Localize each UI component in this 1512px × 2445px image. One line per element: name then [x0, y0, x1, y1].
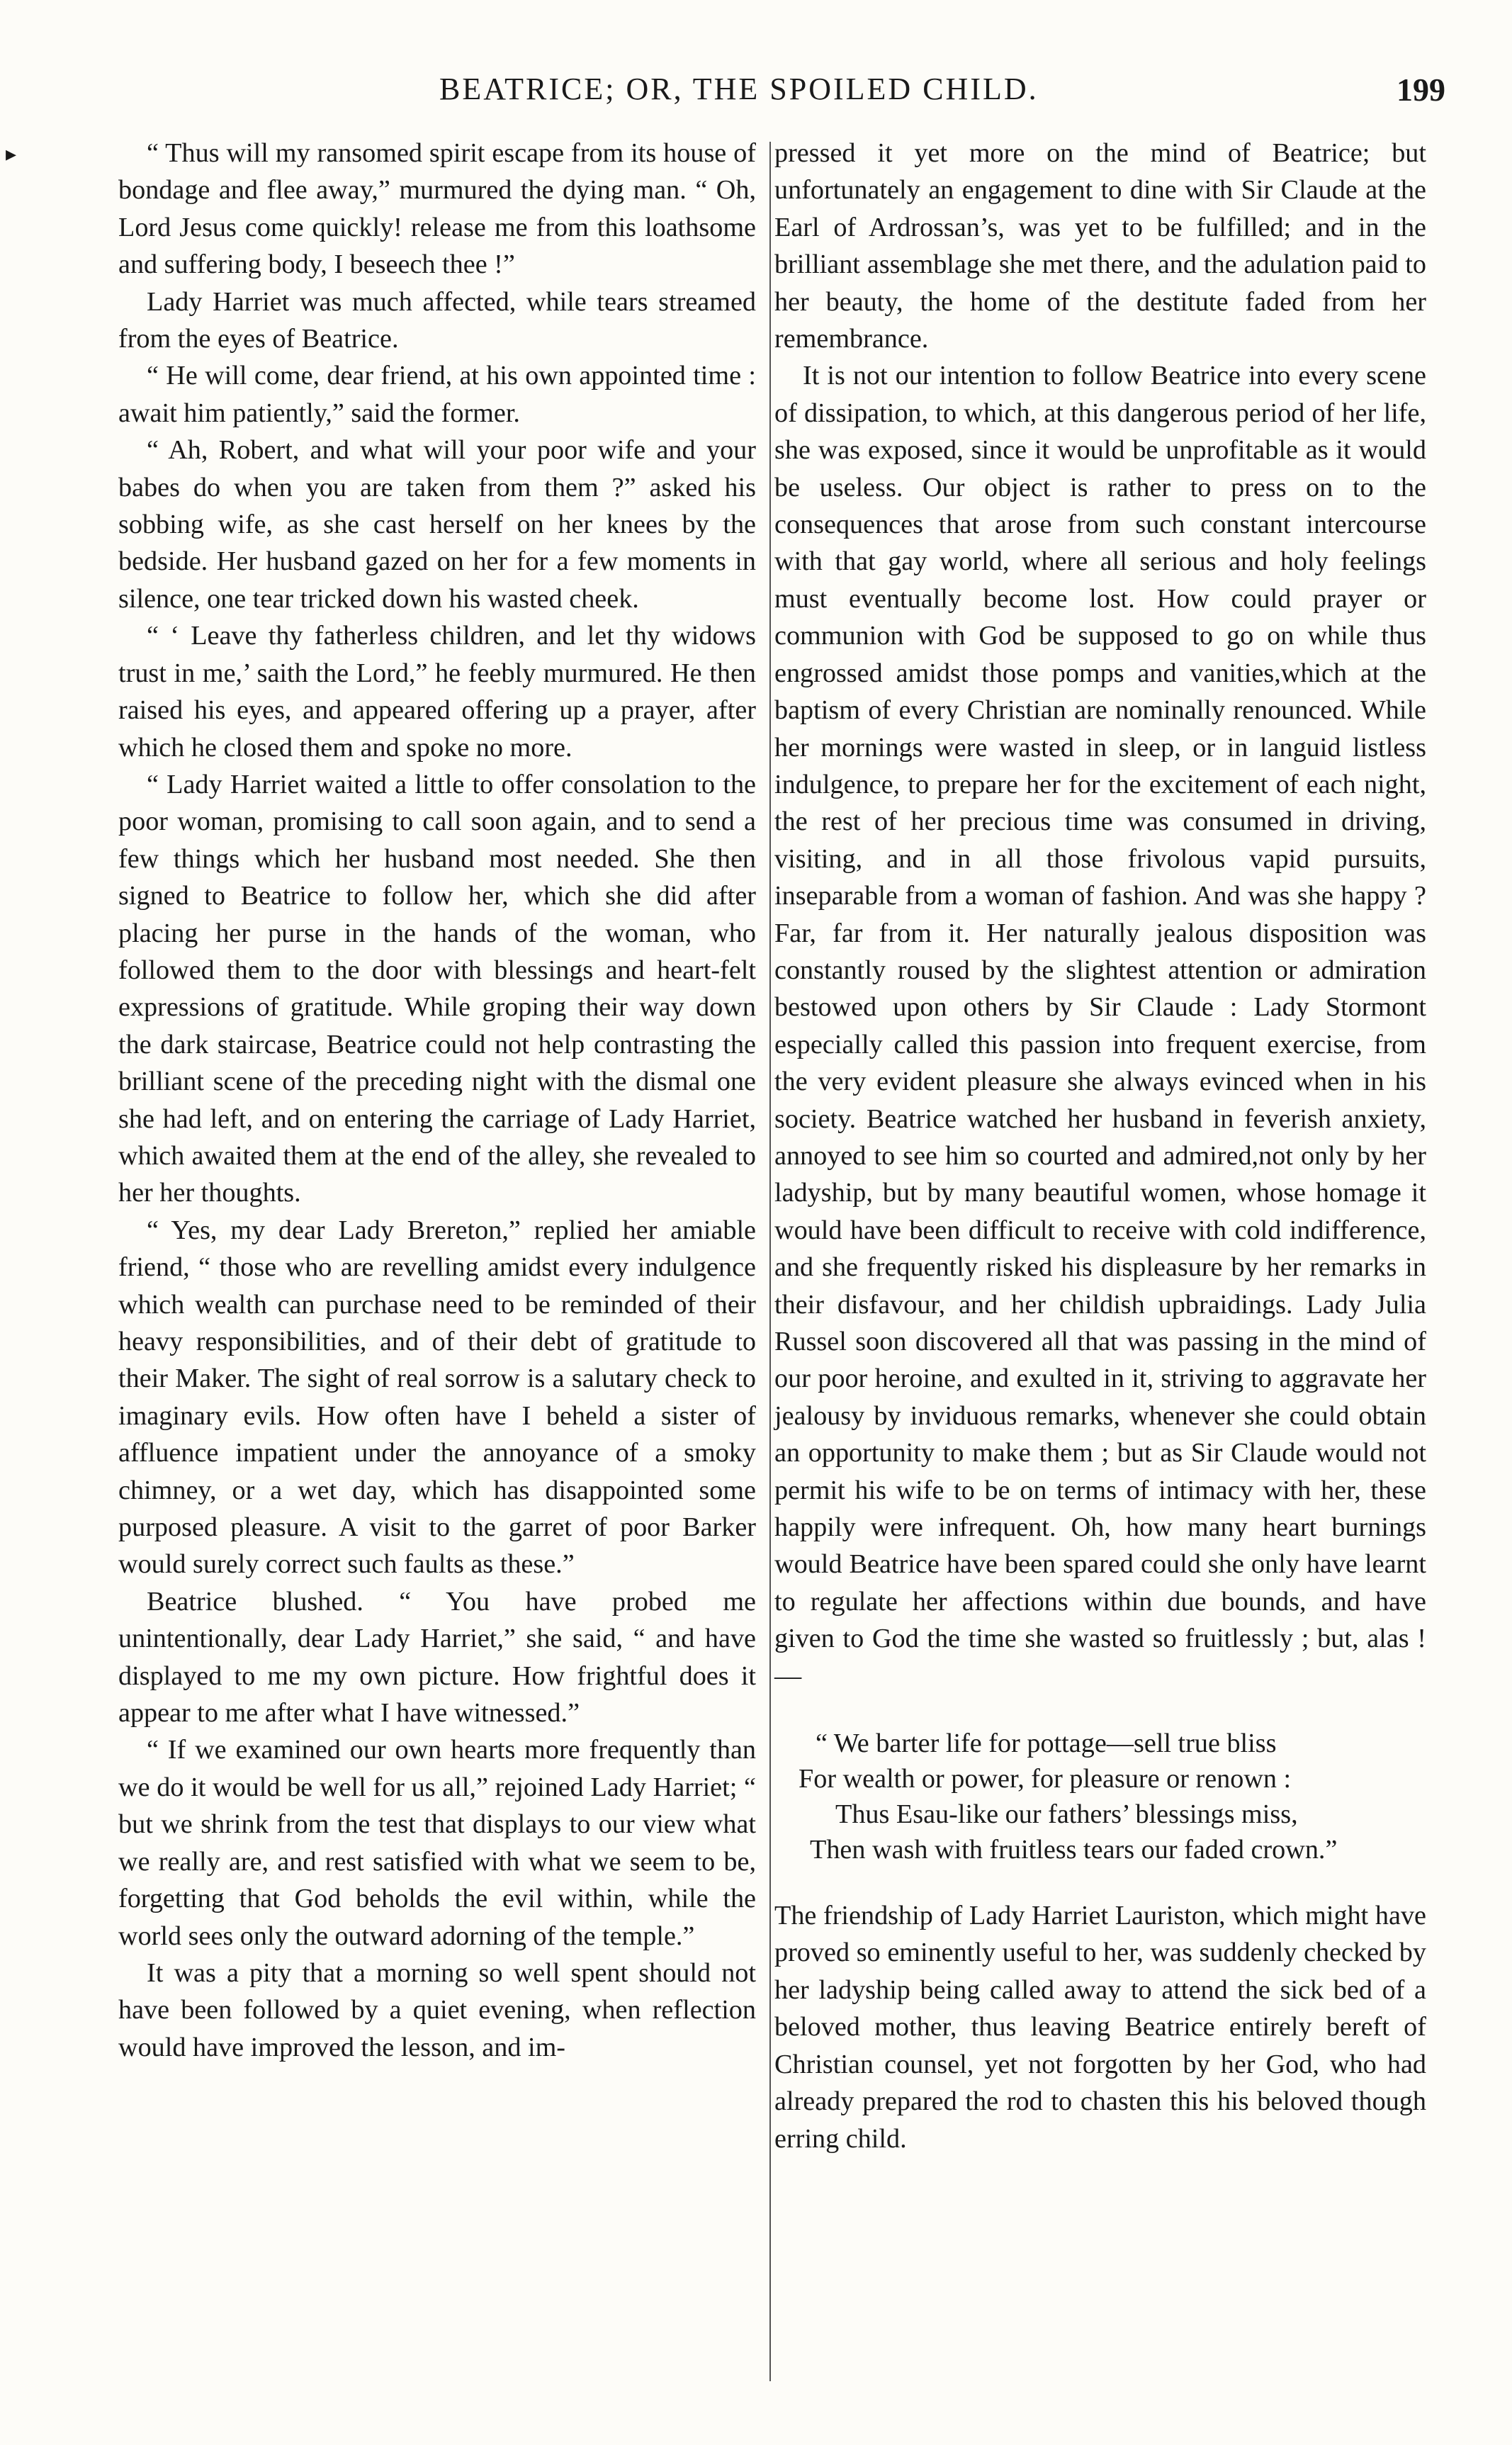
page-number: 199: [1397, 72, 1445, 108]
verse-line: Then wash with fruitless tears our faded crown.”: [810, 1835, 1338, 1865]
paragraph: “ He will come, dear friend, at his own appointed time : await him patiently,” said the former.: [118, 361, 756, 428]
margin-mark: ▸: [6, 142, 17, 166]
paragraph: “ Yes, my dear Lady Brereton,” replied her amiable friend, “ those who are revelling amidst every indulgence which wealth can purchase need to be reminded of their heavy responsibilities, and of their debt of gratitude to their Maker. The sight of real sorrow is a salutary check to imaginary evils. How often have I beheld a sister of affluence impatient under the annoyance of a smoky chimney, or a wet day, which has disappointed some purposed pleasure. A visit to the garret of poor Barker would surely correct such faults as these.”: [118, 1215, 756, 1580]
paragraph: The friendship of Lady Harriet Lauriston, which might have proved so eminently useful to her, was suddenly checked by her ladyship being called away to attend the sick bed of a beloved mother, thus leaving Beatrice entirely bereft of Christian counsel, yet not forgotten by her God, who had already prepared the rod to chasten this his beloved though erring child.: [774, 1901, 1426, 2154]
verse-quote: [774, 1726, 1426, 1867]
paragraph: Lady Harriet was much affected, while tears streamed from the eyes of Beatrice.: [118, 286, 756, 354]
paragraph: “ Thus will my ransomed spirit escape from its house of bondage and flee away,” murmured the dying man. “ Oh, Lord Jesus come quickly! release me from this loathsome and suffering body, I beseech thee !”: [118, 138, 756, 280]
page-header: [113, 71, 1445, 128]
running-title: BEATRICE; OR, THE SPOILED CHILD.: [439, 72, 1039, 106]
paragraph: Beatrice blushed. “ You have probed me unintentionally, dear Lady Harriet,” she said, “ and have displayed to me my own picture. How frightful does it appear to me after what I have witnessed.”: [118, 1586, 756, 1729]
column-divider: [769, 142, 771, 2381]
paragraph: It is not our intention to follow Beatrice into every scene of dissipation, to which, at this dangerous period of her life, she was exposed, since it would be unprofitable as it would be useless. Our object is rather to press on to the consequences that arose from such constant intercourse with that gay world, where all serious and holy feelings must eventually become lost. How could prayer or communion with God be supposed to go on while thus engrossed amidst those pomps and vanities,which at the baptism of every Christian are nominally renounced. While her mornings were wasted in sleep, or in languid listless indulgence, to prepare her for the excitement of each night, the rest of her precious time was consumed in driving, visiting, and in all those frivolous vapid pursuits, inseparable from a woman of fashion. And was she happy ? Far, far from it. Her naturally jealous disposition was constantly roused by the slightest attention or admiration bestowed upon others by Sir Claude : Lady Stormont especially called this passion into frequent exercise, from the very evident pleasure she always evinced when in his society. Beatrice watched her husband in feverish anxiety, annoyed to see him so courted and admired,not only by her ladyship, but by many beautiful women, whose homage it would have been difficult to receive with cold indifference, and she frequently risked his displeasure by her remarks in their disfavour, and her childish upbraidings. Lady Julia Russel soon discovered all that was passing in the mind of our poor heroine, and exulted in it, striving to aggravate her jealousy by inviduous remarks, whenever she could obtain an opportunity to make them ; but as Sir Claude would not permit his wife to be on terms of intimacy with her, these happily were infrequent. Oh, how many heart burnings would Beatrice have been spared could she only have learnt to regulate her affections within due bounds, and have given to God the time she wasted so fruitlessly ; but, alas !—: [774, 361, 1426, 1691]
paragraph: It was a pity that a morning so well spent should not have been followed by a quiet evening, when reflection would have improved the lesson, and im-: [118, 1957, 756, 2062]
right-column: [774, 135, 1426, 2157]
paragraph: “ ‘ Leave thy fatherless children, and let thy widows trust in me,’ saith the Lord,” he feebly murmured. He then raised his eyes, and appeared offering up a prayer, after which he closed them and spoke no more.: [118, 621, 756, 763]
verse-line: “ We barter life for pottage—sell true bliss: [816, 1729, 1277, 1759]
verse-line: Thus Esau-like our fathers’ blessings miss,: [835, 1799, 1298, 1830]
paragraph: “ Lady Harriet waited a little to offer consolation to the poor woman, promising to call soon again, and to send a few things which her husband most needed. She then signed to Beatrice to follow her, which she did after placing her purse in the hands of the woman, who followed them to the door with blessings and heart-felt expressions of gratitude. While groping their way down the dark staircase, Beatrice could not help contrasting the brilliant scene of the preceding night with the dismal one she had left, and on entering the carriage of Lady Harriet, which awaited them at the end of the alley, she revealed to her her thoughts.: [118, 769, 756, 1208]
paragraph: pressed it yet more on the mind of Beatrice; but unfortunately an engagement to dine with Sir Claude at the Earl of Ardrossan’s, was yet to be fulfilled; and in the brilliant assemblage she met there, and the adulation paid to her beauty, the home of the destitute faded from her remembrance.: [774, 138, 1426, 354]
left-column: [118, 135, 756, 2066]
paragraph: “ Ah, Robert, and what will your poor wife and your babes do when you are taken from them ?” asked his sobbing wife, as she cast herself on her knees by the bedside. Her husband gazed on her for a few moments in silence, one tear tricked down his wasted cheek.: [118, 435, 756, 614]
verse-line: For wealth or power, for pleasure or renown :: [799, 1764, 1292, 1794]
paragraph: “ If we examined our own hearts more frequently than we do it would be well for us all,” rejoined Lady Harriet; “ but we shrink from the test that displays to our view what we really are, and rest satisfied with what we seem to be, forgetting that God beholds the evil within, while the world sees only the outward adorning of the temple.”: [118, 1735, 756, 1951]
